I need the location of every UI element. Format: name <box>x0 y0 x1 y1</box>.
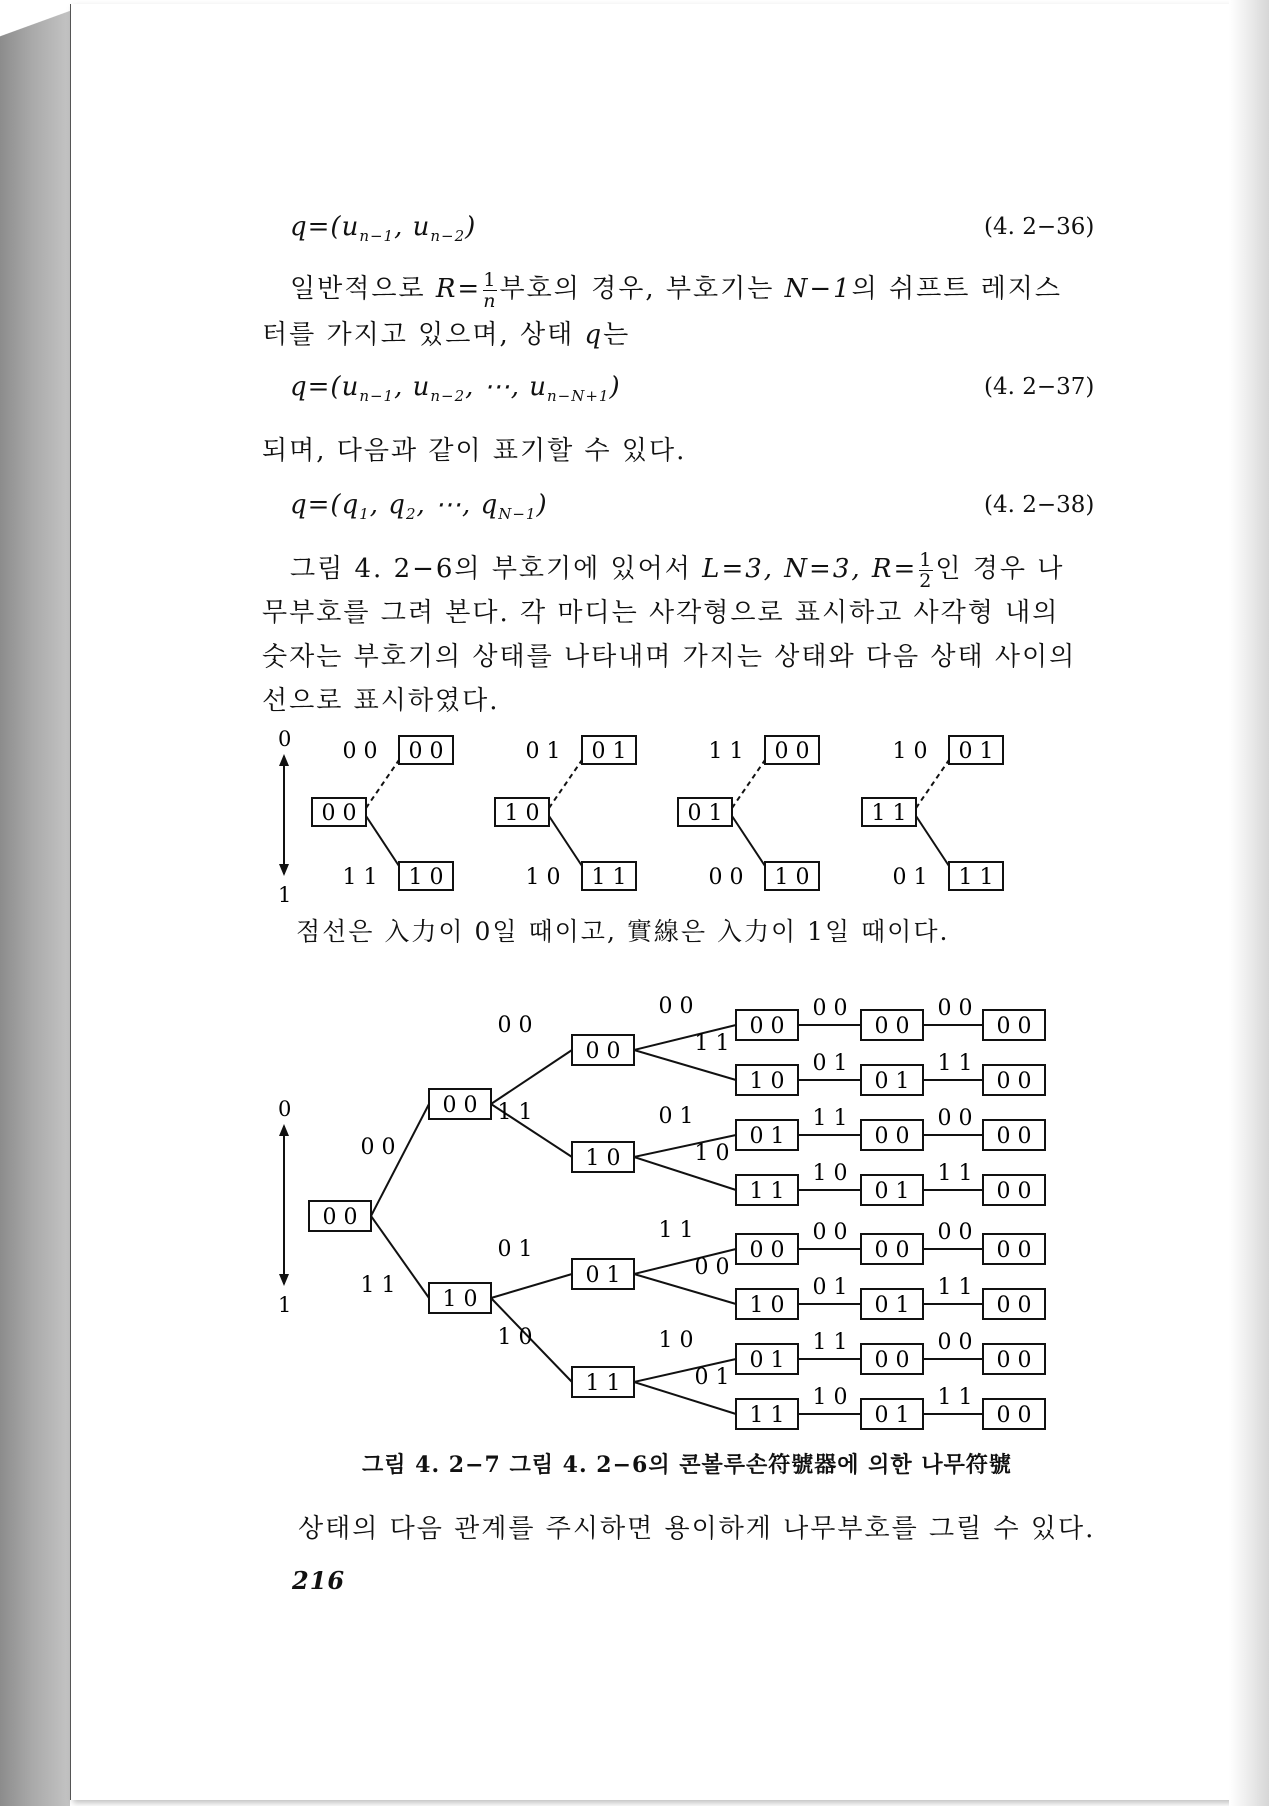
fraction <box>483 270 497 311</box>
state-label: 0 0 <box>874 1238 910 1263</box>
state-label: 1 0 <box>749 1293 785 1318</box>
branch-output-label: 0 0 <box>937 1220 973 1245</box>
branch-output-label: 0 1 <box>812 1051 848 1076</box>
state-label: 0 0 <box>996 1069 1032 1094</box>
text-run: 일반적으로 <box>290 274 436 304</box>
state-label: 0 0 <box>321 801 357 826</box>
eq-term: , ⋯, q <box>416 490 499 520</box>
eq-term: , u <box>394 212 431 242</box>
eq-term: , q <box>369 490 406 520</box>
eq-subscript: 2 <box>405 505 417 524</box>
branch-output-label: 1 0 <box>694 1141 730 1166</box>
eq-lhs: q=( <box>290 372 342 402</box>
branch-output-label: 0 0 <box>937 1106 973 1131</box>
branch-input-1 <box>732 816 765 866</box>
fraction-numerator: 1 <box>919 548 934 571</box>
eq-subscript: n−N+1 <box>546 387 610 406</box>
branch-output-label: 0 1 <box>812 1275 848 1300</box>
state-label: 0 1 <box>874 1403 910 1428</box>
equation-4-2-37 <box>290 372 621 405</box>
state-label: 0 0 <box>996 1179 1032 1204</box>
branch-output-label: 0 0 <box>658 994 694 1019</box>
input-label-1: 1 <box>278 883 292 907</box>
figure-4-2-7-caption: 그림 4. 2−7 그림 4. 2−6의 콘볼루손符號器에 의한 나무符號 <box>362 1452 1012 1478</box>
branch-output-label: 1 1 <box>812 1106 848 1131</box>
branch-input-0 <box>366 760 399 808</box>
eq-close: ) <box>609 372 621 402</box>
fraction-denominator: n <box>483 289 498 312</box>
text-run: 그림 4. 2−6의 부호기에 있어서 <box>290 554 703 584</box>
state-label: 0 1 <box>687 801 723 826</box>
branch-output-label: 1 0 <box>812 1385 848 1410</box>
output-label: 0 0 <box>342 739 378 764</box>
state-label: 0 1 <box>749 1348 785 1373</box>
arrow-down-icon <box>279 1274 289 1286</box>
paragraph-3-line-4: 선으로 표시하였다. <box>262 686 500 716</box>
arrow-up-icon <box>279 754 289 766</box>
state-label: 1 1 <box>871 801 907 826</box>
figure-4-2-7 <box>0 992 1269 1432</box>
state-label: 1 1 <box>749 1179 785 1204</box>
paragraph-1-line-2 <box>262 314 630 351</box>
text-run: 의 쉬프트 레지스 <box>851 274 1063 304</box>
eq-term: , ⋯, u <box>465 372 547 402</box>
state-label: 1 1 <box>958 865 994 890</box>
state-label: 0 0 <box>874 1014 910 1039</box>
branch-output-label: 1 1 <box>937 1161 973 1186</box>
arrow-up-icon <box>279 1124 289 1136</box>
state-label: 1 0 <box>749 1069 785 1094</box>
math-q: q <box>584 320 604 350</box>
eq-term: q <box>341 490 360 520</box>
eq-close: ) <box>465 212 477 242</box>
book-corner <box>0 0 70 40</box>
paragraph-1-line-1 <box>290 268 1062 311</box>
eq-term: u <box>341 212 360 242</box>
branch-input-1 <box>549 816 582 866</box>
eq-subscript: n−1 <box>359 387 395 406</box>
branch-output-label: 1 0 <box>812 1161 848 1186</box>
branch-output-label: 1 1 <box>937 1051 973 1076</box>
branch-input-0 <box>549 760 582 808</box>
branch-input-0 <box>732 760 765 808</box>
equation-number: (4. 2−37) <box>984 374 1095 400</box>
state-label: 0 1 <box>591 739 627 764</box>
branch-output-label: 1 1 <box>937 1385 973 1410</box>
state-label: 0 0 <box>996 1403 1032 1428</box>
state-label: 0 0 <box>874 1124 910 1149</box>
branch-output-label: 0 1 <box>694 1365 730 1390</box>
state-label: 1 0 <box>585 1146 621 1171</box>
eq-subscript: n−2 <box>430 227 466 246</box>
paragraph-3-line-3: 숫자는 부호기의 상태를 나타내며 가지는 상태와 다음 상태 사이의 <box>262 642 1077 672</box>
branch-output-label: 1 1 <box>694 1031 730 1056</box>
equation-number: (4. 2−36) <box>984 214 1095 240</box>
text-run: 인 경우 나 <box>935 554 1065 584</box>
figure-4-2-6 <box>0 730 1269 910</box>
branch-output-label: 1 1 <box>658 1218 694 1243</box>
state-label: 0 1 <box>874 1069 910 1094</box>
state-label: 0 1 <box>874 1179 910 1204</box>
branch-output-label: 1 1 <box>360 1273 396 1298</box>
branch-input-1 <box>366 816 399 866</box>
state-label: 0 0 <box>996 1124 1032 1149</box>
output-label: 1 1 <box>342 865 378 890</box>
branch-output-label: 1 1 <box>497 1100 533 1125</box>
math-n: N−1 <box>784 274 852 304</box>
page-number: 216 <box>292 1566 346 1595</box>
paragraph-3-line-2: 무부호를 그려 본다. 각 마디는 사각형으로 표시하고 사각형 내의 <box>262 598 1060 628</box>
output-label: 1 0 <box>525 865 561 890</box>
text-run: 는 <box>603 320 631 350</box>
state-label: 0 0 <box>996 1293 1032 1318</box>
eq-subscript: n−2 <box>430 387 466 406</box>
state-label: 1 0 <box>408 865 444 890</box>
branch-output-label: 0 1 <box>497 1237 533 1262</box>
paragraph-2: 되며, 다음과 같이 표기할 수 있다. <box>262 436 687 466</box>
branch-output-label: 0 0 <box>812 996 848 1021</box>
tree-branch <box>491 1274 572 1298</box>
state-label: 0 0 <box>408 739 444 764</box>
branch-output-label: 1 0 <box>658 1328 694 1353</box>
eq-lhs: q=( <box>290 212 342 242</box>
state-label: 0 0 <box>442 1093 478 1118</box>
arrow-down-icon <box>279 864 289 876</box>
eq-subscript: N−1 <box>498 505 537 524</box>
branch-output-label: 0 1 <box>658 1104 694 1129</box>
output-label: 1 1 <box>708 739 744 764</box>
equation-4-2-36 <box>290 212 476 245</box>
state-label: 1 1 <box>749 1403 785 1428</box>
output-label: 0 1 <box>525 739 561 764</box>
state-label: 0 0 <box>996 1348 1032 1373</box>
eq-term: , u <box>394 372 431 402</box>
eq-close: ) <box>536 490 548 520</box>
state-label: 0 0 <box>322 1205 358 1230</box>
output-label: 0 0 <box>708 865 744 890</box>
state-label: 0 1 <box>874 1293 910 1318</box>
state-label: 1 0 <box>442 1287 478 1312</box>
paragraph-3-line-1 <box>290 548 1064 591</box>
math-params: L=3, N=3, R= <box>702 554 918 584</box>
branch-output-label: 0 0 <box>812 1220 848 1245</box>
tree-branch <box>371 1104 429 1216</box>
closing-paragraph: 상태의 다음 관계를 주시하면 용이하게 나무부호를 그릴 수 있다. <box>298 1514 1096 1544</box>
state-label: 1 1 <box>591 865 627 890</box>
state-label: 0 1 <box>958 739 994 764</box>
input-label-1: 1 <box>278 1293 292 1317</box>
state-label: 0 0 <box>749 1014 785 1039</box>
branch-input-0 <box>916 760 949 808</box>
fraction-numerator: 1 <box>483 268 498 291</box>
state-label: 0 0 <box>996 1014 1032 1039</box>
eq-subscript: n−1 <box>359 227 395 246</box>
eq-term: u <box>341 372 360 402</box>
state-label: 1 0 <box>504 801 540 826</box>
branch-input-1 <box>916 816 949 866</box>
state-label: 0 0 <box>749 1238 785 1263</box>
state-label: 0 0 <box>774 739 810 764</box>
input-label-0: 0 <box>278 1097 292 1121</box>
state-label: 1 1 <box>585 1371 621 1396</box>
output-label: 1 0 <box>892 739 928 764</box>
output-label: 0 1 <box>892 865 928 890</box>
state-label: 0 1 <box>749 1124 785 1149</box>
math-r: R= <box>435 274 482 304</box>
fraction-denominator: 2 <box>919 569 934 592</box>
eq-subscript: 1 <box>359 505 370 524</box>
state-label: 1 0 <box>774 865 810 890</box>
state-label: 0 0 <box>585 1039 621 1064</box>
figure-4-2-6-note: 점선은 入力이 0일 때이고, 實線은 入力이 1일 때이다. <box>296 917 950 946</box>
input-label-0: 0 <box>278 730 292 751</box>
text-run: 터를 가지고 있으며, 상태 <box>262 320 585 350</box>
branch-output-label: 0 0 <box>497 1013 533 1038</box>
branch-output-label: 1 1 <box>812 1330 848 1355</box>
state-label: 0 0 <box>996 1238 1032 1263</box>
branch-output-label: 0 0 <box>937 996 973 1021</box>
text-run: 부호의 경우, 부호기는 <box>499 274 785 304</box>
branch-output-label: 0 0 <box>937 1330 973 1355</box>
branch-output-label: 1 0 <box>497 1325 533 1350</box>
state-label: 0 0 <box>874 1348 910 1373</box>
equation-4-2-38 <box>290 490 548 523</box>
fraction <box>919 550 933 591</box>
state-label: 0 1 <box>585 1263 621 1288</box>
branch-output-label: 0 0 <box>360 1135 396 1160</box>
equation-number: (4. 2−38) <box>984 492 1095 518</box>
branch-output-label: 1 1 <box>937 1275 973 1300</box>
tree-branch <box>491 1050 572 1104</box>
eq-lhs: q=( <box>290 490 342 520</box>
branch-output-label: 0 0 <box>694 1255 730 1280</box>
